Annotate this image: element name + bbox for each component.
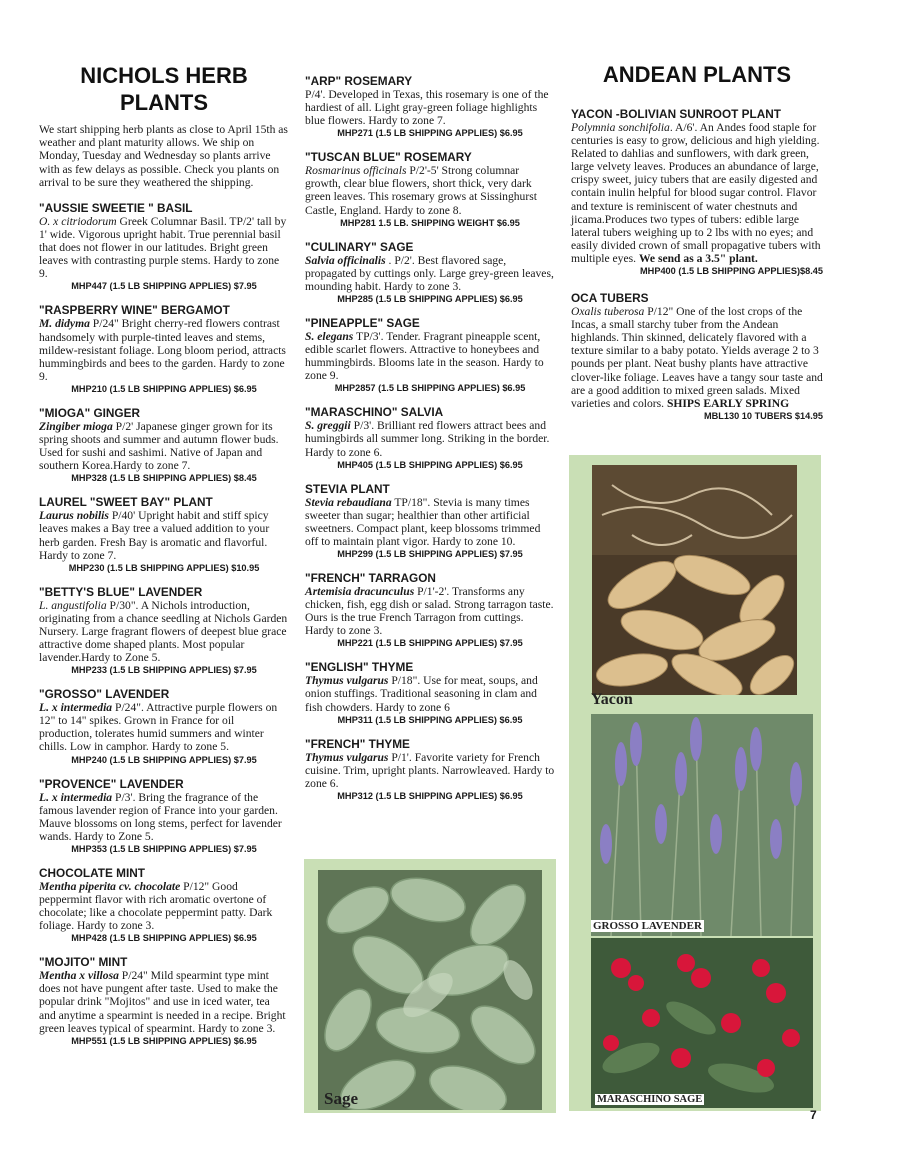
item-desc-text: P/24" Bright cherry-red flowers contrast handsomely with purple-tinted leaves and stems, mildew-resistant foliage. Long bloom period, attracts hummingbirds and bees to the garden. Hardy to zone 9. xyxy=(39,317,286,383)
catalog-item xyxy=(305,316,555,394)
item-price-line: MHP447 (1.5 LB SHIPPING APPLIES) $7.95 xyxy=(71,281,257,292)
item-latin-name: Thymus vulgarus xyxy=(305,750,389,764)
column-herb-plants xyxy=(39,0,289,1047)
lavender-image xyxy=(591,714,813,936)
item-desc-text: Greek Columnar Basil. TP/2' tall by 1' wide. Vigorous upright habit. True perennial basil that does not flower in our latitudes. Bright green leaves with contrasting purple stems. Hardy to zone 9. xyxy=(39,215,287,281)
item-description xyxy=(305,496,555,548)
item-price-line: MHP240 (1.5 LB SHIPPING APPLIES) $7.95 xyxy=(71,754,257,765)
item-desc-text: P/40' Upright habit and stiff spicy leaves makes a Bay tree a valued addition to your herb garden. Fresh Bay is aromatic and flavorful. Hardy to zone 7. xyxy=(39,509,270,562)
item-latin-name: Artemisia dracunculus xyxy=(305,584,415,598)
item-desc-text: P/12" One of the lost crops of the Incas, a small starchy tuber from the Andean highlands. Thin skinned, delicately flavored with a texture similar to a baby potato. Yields average 2 to 3 pounds per plant. Neat bushy plants have attractive clover-like foliage. Leaves have a tangy sour taste and are a good addition to mixed green salads. Mixed varieties and colors. xyxy=(571,305,823,410)
sage-image xyxy=(318,870,542,1110)
section-title: ANDEAN PLANTS xyxy=(602,62,792,87)
item-name: "FRENCH" TARRAGON xyxy=(305,570,436,585)
item-price-line: MHP233 (1.5 LB SHIPPING APPLIES) $7.95 xyxy=(71,665,257,676)
catalog-item xyxy=(39,495,289,573)
item-name: "TUSCAN BLUE" ROSEMARY xyxy=(305,150,472,165)
item-desc-text: . A/6'. An Andes food staple for centuries is easy to grow, delicious and high yielding. Related to dahlias and sunflowers, with dark green, large velvety leaves. Produces an abundance of large, crispy sweet, juicy tubers that are easily digested and contain inulin helpful for blood sugar control. Flavor and texture is reminiscent of water chestnuts and jicama.Produces two types of tubers: edible large lateral tubers weighing up to 2 lbs with no eyes; and easily divided crown of small propagative tubers with multiple eyes. xyxy=(571,121,821,265)
catalog-item xyxy=(305,150,555,228)
sage-photo-label: Sage xyxy=(324,1089,358,1108)
item-price-line: MBL130 10 TUBERS $14.95 xyxy=(704,410,823,421)
item-description xyxy=(39,701,289,753)
page-number: 7 xyxy=(810,1108,817,1122)
catalog-item xyxy=(39,955,289,1046)
item-description xyxy=(305,674,555,713)
item-description xyxy=(571,121,823,265)
item-latin-name: L. angustifolia xyxy=(39,598,107,612)
item-desc-text: P/1'-2'. Transforms any chicken, fish, egg dish or salad. Strong tarragon taste. Ours is the true French Tarragon from cuttings. Hardy to zone 3. xyxy=(305,584,554,638)
catalog-item xyxy=(39,406,289,484)
item-price-line: MHP281 1.5 LB. SHIPPING WEIGHT $6.95 xyxy=(340,217,520,228)
item-latin-name: Thymus vulgarus xyxy=(305,674,389,688)
item-name: YACON -BOLIVIAN SUNROOT PLANT xyxy=(571,107,781,121)
item-description xyxy=(305,254,555,293)
column-herbs-continued xyxy=(305,0,555,802)
lavender-photo-label: GROSSO LAVENDER xyxy=(593,920,702,932)
catalog-item xyxy=(39,201,289,292)
catalog-item xyxy=(305,660,555,725)
item-description xyxy=(39,880,289,932)
item-price-line: MHP299 (1.5 LB SHIPPING APPLIES) $7.95 xyxy=(337,548,523,559)
item-price-line: MHP353 (1.5 LB SHIPPING APPLIES) $7.95 xyxy=(71,843,257,854)
item-desc-text: P/12" Good peppermint flavor with rich aromatic overtone of chocolate; like a chocolate peppermint patty. Dark foliage. Hardy to zone 3. xyxy=(39,879,273,933)
catalog-item xyxy=(39,687,289,765)
item-latin-name: Oxalis tuberosa xyxy=(571,305,645,319)
item-price-line: MHP311 (1.5 LB SHIPPING APPLIES) $6.95 xyxy=(337,714,523,725)
item-latin-name: Mentha piperita cv. chocolate xyxy=(39,879,181,893)
item-latin-name: L. x intermedia xyxy=(39,701,113,715)
item-list xyxy=(39,201,289,1047)
item-desc-text: P/24". Attractive purple flowers on 12" to 14" spikes. Grown in France for oil production, tolerates humid summers and winter chills. Low in camphor. Hardy to zone 5. xyxy=(39,701,278,754)
item-emphasis: SHIPS EARLY SPRING xyxy=(666,396,790,410)
catalog-item xyxy=(571,107,823,277)
item-list xyxy=(571,107,823,422)
item-desc-text: P/24" Mild spearmint type mint does not have pungent after taste. Used to make the popular drink "Mojitos" and use in iced water, tea and anytime a spearmint is needed in a recipe. Bright green leaves typical of spearmint. Hardy to zone 3. xyxy=(39,969,286,1035)
item-list xyxy=(305,74,555,802)
item-description xyxy=(305,330,555,382)
item-description xyxy=(305,88,555,127)
item-price-line: MHP312 (1.5 LB SHIPPING APPLIES) $6.95 xyxy=(337,790,523,801)
item-desc-text: P/30". A Nichols introduction, originating from a chance seedling at Nichols Garden Nursery. Large fragrant flowers of deepest blue grace attractive dome shaped plants. Most popular lavender.Hardy to Zone 5. xyxy=(39,598,288,665)
item-latin-name: S. elegans xyxy=(305,329,354,343)
item-name: "RASPBERRY WINE" BERGAMOT xyxy=(39,303,230,318)
item-description xyxy=(305,164,555,216)
andean-photos xyxy=(569,455,821,1111)
column-andean-plants xyxy=(571,0,823,422)
item-description xyxy=(39,215,289,280)
item-name: OCA TUBERS xyxy=(571,291,649,306)
item-name: "MARASCHINO" SALVIA xyxy=(305,405,444,420)
item-latin-name: S. greggii xyxy=(305,419,351,433)
item-price-line: MHP230 (1.5 LB SHIPPING APPLIES) $10.95 xyxy=(68,562,260,573)
catalog-item xyxy=(305,482,555,560)
sage-photo xyxy=(304,859,556,1113)
catalog-item xyxy=(39,585,289,676)
item-description xyxy=(305,419,555,458)
catalog-item xyxy=(571,291,823,422)
item-latin-name: Salvia officinalis xyxy=(305,253,386,267)
item-description xyxy=(305,751,555,790)
item-description xyxy=(39,969,289,1034)
item-description xyxy=(571,305,823,410)
item-price-line: MHP210 (1.5 LB SHIPPING APPLIES) $6.95 xyxy=(71,383,257,394)
item-price-line: MHP551 (1.5 LB SHIPPING APPLIES) $6.95 xyxy=(71,1035,257,1046)
catalog-item xyxy=(305,240,555,305)
item-name: "ARP" ROSEMARY xyxy=(305,74,413,88)
item-price-line: MHP221 (1.5 LB SHIPPING APPLIES) $7.95 xyxy=(337,638,523,649)
item-description xyxy=(39,509,289,561)
item-price-line: MHP285 (1.5 LB SHIPPING APPLIES) $6.95 xyxy=(337,293,523,304)
item-latin-name: Zingiber mioga xyxy=(39,419,113,433)
item-desc-text: P/2'-5' Strong columnar growth, clear blue flowers, short thick, very dark green leaves. This rosemary grows at Sissinghurst Castle, England. Hardy to zone 8. xyxy=(305,164,537,217)
item-desc-text: . P/2'. Best flavored sage, propagated by cuttings only. Large grey-green leaves, mounding habit. Hardy to zone 3. xyxy=(305,253,554,293)
item-price-line: MHP400 (1.5 LB SHIPPING APPLIES)$8.45 xyxy=(640,266,823,277)
item-name: "PINEAPPLE" SAGE xyxy=(305,315,420,330)
item-description xyxy=(39,317,289,382)
catalog-item xyxy=(39,866,289,944)
item-latin-name: Stevia rebaudiana xyxy=(305,495,392,509)
catalog-item xyxy=(305,571,555,649)
catalog-item xyxy=(305,737,555,802)
item-price-line: MHP428 (1.5 LB SHIPPING APPLIES) $6.95 xyxy=(71,933,257,944)
catalog-item xyxy=(39,303,289,394)
maraschino-photo-label: MARASCHINO SAGE xyxy=(597,1094,703,1105)
item-emphasis: We send as a 3.5" plant. xyxy=(638,251,758,265)
item-name: "PROVENCE" LAVENDER xyxy=(39,776,184,791)
item-latin-name: Mentha x villosa xyxy=(39,969,119,983)
item-desc-text: P/3'. Bring the fragrance of the famous lavender region of France into your garden. Mauve blossoms on long stems, perfect for lavender wands. Hardy to Zone 5. xyxy=(39,790,282,843)
catalog-item xyxy=(305,405,555,470)
item-name: "GROSSO" LAVENDER xyxy=(39,687,170,702)
item-desc-text: TP/18". Stevia is many times sweeter than sugar; healthier than other artificial sweetners. Compact plant, keep blossoms trimmed off to maintain plant vigor. Hardy to zone 10. xyxy=(305,495,541,548)
item-price-line: MHP405 (1.5 LB SHIPPING APPLIES) $6.95 xyxy=(337,459,523,470)
yacon-image xyxy=(592,465,797,695)
item-description xyxy=(39,420,289,472)
item-name: STEVIA PLANT xyxy=(305,481,390,496)
item-desc-text: P/18". Use for meat, soups, and onion stuffings. Traditional seasoning in clam and fish chowders. Hardy to zone 6 xyxy=(305,674,538,714)
item-name: LAUREL "SWEET BAY" PLANT xyxy=(39,495,213,510)
intro-text: We start shipping herb plants as close to April 15th as weather and plant maturity allows. We ship on Monday, Tuesday and Wednesday so plants arrive with as few delays as possible. Check you plants on arrival to be sure they weathered the shipping. xyxy=(39,123,288,189)
item-latin-name: Laurus nobilis xyxy=(39,509,109,523)
item-desc-text: P/3'. Brilliant red flowers attract bees and humingbirds all summer long. Striking in the border. Hardy to zone 6. xyxy=(305,419,550,459)
item-description xyxy=(39,599,289,664)
item-price-line: MHP2857 (1.5 LB SHIPPING APPLIES) $6.95 xyxy=(334,383,526,394)
item-latin-name: Polymnia sonchifolia xyxy=(571,121,670,134)
item-name: "AUSSIE SWEETIE " BASIL xyxy=(39,201,193,216)
item-desc-text: P/2' Japanese ginger grown for its spring shoots and summer and autumn flower buds. Used for sushi and sashimi. Native of Japan and southern Korea.Hardy to zone 7. xyxy=(39,419,279,473)
item-price-line: MHP328 (1.5 LB SHIPPING APPLIES) $8.45 xyxy=(71,473,257,484)
item-latin-name: O. x citriodorum xyxy=(39,215,117,229)
section-title: NICHOLS HERB PLANTS xyxy=(80,63,248,115)
item-name: "MOJITO" MINT xyxy=(39,955,128,970)
item-name: CHOCOLATE MINT xyxy=(39,865,145,880)
catalog-item xyxy=(39,777,289,855)
item-latin-name: L. x intermedia xyxy=(39,790,113,804)
item-name: "FRENCH" THYME xyxy=(305,736,410,751)
item-latin-name: Rosmarinus officinals xyxy=(305,164,407,178)
item-desc-text: P/4'. Developed in Texas, this rosemary is one of the hardiest of all. Light gray-green foliage highlights blue flowers. Hardy to zone 7. xyxy=(305,88,549,128)
item-name: "ENGLISH" THYME xyxy=(305,660,414,675)
item-name: "BETTY'S BLUE" LAVENDER xyxy=(39,584,203,599)
item-description xyxy=(305,585,555,637)
yacon-photo-label: Yacon xyxy=(591,691,633,708)
item-latin-name: M. didyma xyxy=(39,317,90,331)
item-description xyxy=(39,791,289,843)
item-desc-text: TP/3'. Tender. Fragrant pineapple scent, edible scarlet flowers. Attractive to honeybees and hummingbirds. Blooms late in the season. Hardy to zone 9. xyxy=(305,329,544,383)
item-name: "CULINARY" SAGE xyxy=(305,239,414,254)
item-price-line: MHP271 (1.5 LB SHIPPING APPLIES) $6.95 xyxy=(337,128,523,139)
item-name: "MIOGA" GINGER xyxy=(39,405,140,420)
catalog-item xyxy=(305,74,555,139)
maraschino-image xyxy=(591,938,813,1108)
item-desc-text: P/1'. Favorite variety for French cuisine. Trim, upright plants. Narrowleaved. Hardy to zone 6. xyxy=(305,750,555,790)
